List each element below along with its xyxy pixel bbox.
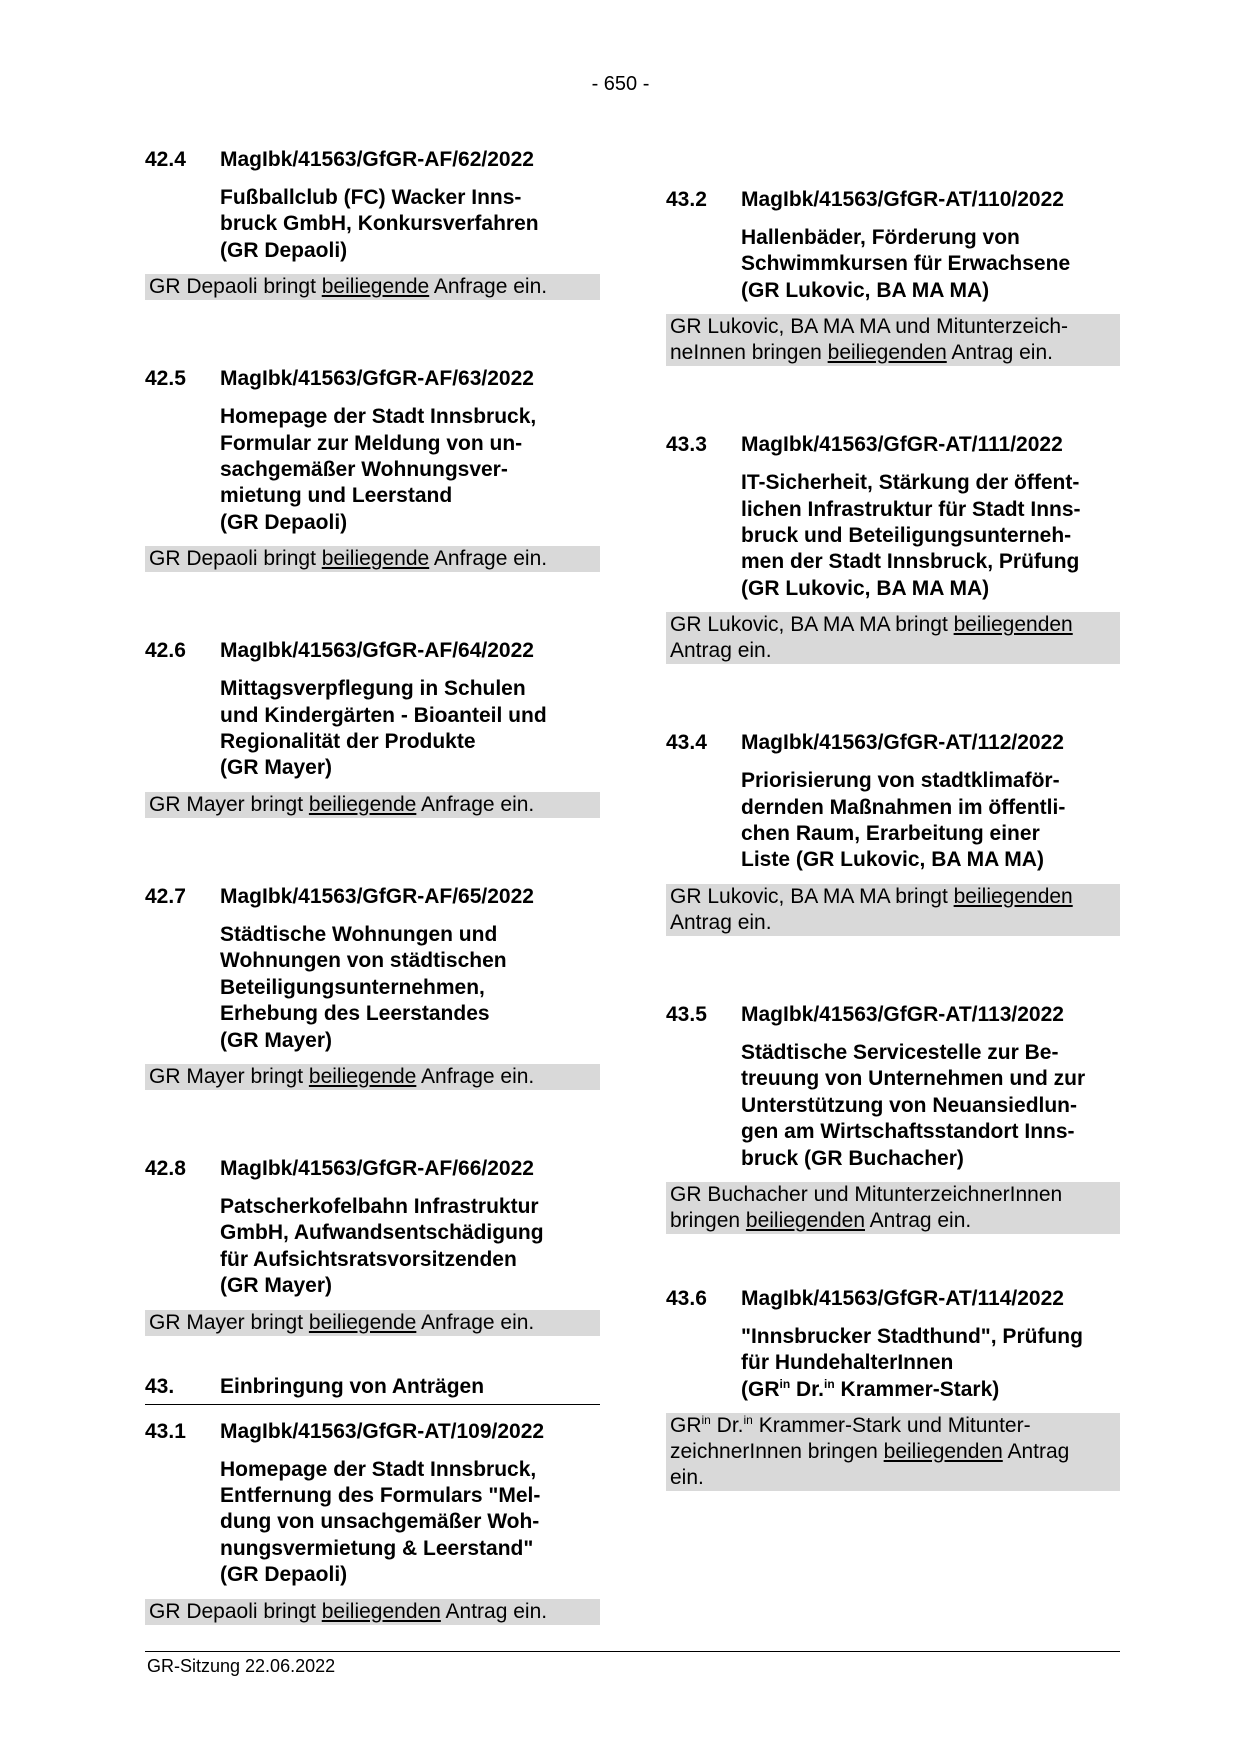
item-title: Städtische Servicestelle zur Be- treuung von Unternehmen und zur Unterstützung von Neuansiedlun- gen am Wirtschaftsstandort Inns- bruck (GR Buchacher) (741, 1040, 1086, 1170)
item-number: 42.6 (145, 639, 186, 663)
item-code: MagIbk/41563/GfGR-AT/111/2022 (741, 433, 1063, 457)
attachment-link[interactable]: beiliegenden (827, 341, 947, 365)
item-title: Patscherkofelbahn Infrastruktur GmbH, Aufwandsentschädigung für Aufsichtsratsvorsitzenden (GR Mayer) (220, 1194, 544, 1298)
attachment-link[interactable]: beiliegenden (883, 1440, 1003, 1464)
footer-divider (145, 1651, 1120, 1652)
item-title: Homepage der Stadt Innsbruck, Formular zur Meldung von un- sachgemäßer Wohnungsver- mietung und Leerstand (GR Depaoli) (220, 405, 537, 534)
section-number: 43. (145, 1374, 175, 1398)
agenda-item-43-3 (666, 432, 1120, 664)
item-title: Priorisierung von stadtklimaför- dernden Maßnahmen im öffentli- chen Raum, Erarbeitung einer Liste (GR Lukovic, BA MA MA) (741, 769, 1066, 872)
item-note: GR Buchacher und MitunterzeichnerInnen bringen beiliegenden Antrag ein. (666, 1182, 1120, 1234)
item-code: MagIbk/41563/GfGR-AT/114/2022 (741, 1286, 1064, 1310)
item-note: GR Depaoli bringt beiliegende Anfrage ein. (145, 274, 600, 300)
item-title: Mittagsverpflegung in Schulen und Kindergärten - Bioanteil und Regionalität der Produkte (GR Mayer) (220, 677, 547, 780)
item-code: MagIbk/41563/GfGR-AF/65/2022 (220, 884, 534, 908)
item-title: Hallenbäder, Förderung von Schwimmkursen für Erwachsene (GR Lukovic, BA MA MA) (741, 226, 1071, 302)
agenda-item-43-2 (666, 187, 1120, 366)
agenda-item-43-4 (666, 730, 1120, 936)
agenda-item-42-6 (145, 638, 600, 818)
item-title: Homepage der Stadt Innsbruck, Entfernung des Formulars "Mel- dung von unsachgemäßer Woh- nungsvermietung & Leerstand" (GR Depaoli) (220, 1457, 541, 1587)
attachment-link[interactable]: beiliegenden (953, 613, 1073, 637)
agenda-item-42-5 (145, 366, 600, 572)
item-title: Fußballclub (FC) Wacker Inns- bruck GmbH, Konkursverfahren (GR Depaoli) (220, 186, 539, 262)
item-number: 43.3 (666, 433, 707, 457)
agenda-item-42-8 (145, 1156, 600, 1336)
left-column (145, 147, 600, 1625)
footer-session-date: GR-Sitzung 22.06.2022 (147, 1656, 336, 1676)
item-number: 42.7 (145, 884, 186, 908)
item-number: 42.8 (145, 1156, 186, 1180)
item-code: MagIbk/41563/GfGR-AF/64/2022 (220, 639, 534, 663)
agenda-item-42-4 (145, 147, 600, 300)
item-code: MagIbk/41563/GfGR-AT/113/2022 (741, 1002, 1064, 1026)
item-number: 43.6 (666, 1286, 707, 1310)
item-code: MagIbk/41563/GfGR-AF/63/2022 (220, 367, 534, 391)
attachment-link[interactable]: beiliegende (308, 1310, 417, 1334)
agenda-item-43-5 (666, 1002, 1120, 1234)
attachment-link[interactable]: beiliegende (308, 1064, 417, 1088)
item-title: Städtische Wohnungen und Wohnungen von städtischen Beteiligungsunternehmen, Erhebung des Leerstandes (GR Mayer) (220, 922, 507, 1052)
item-note: GR Depaoli bringt beiliegende Anfrage ein. (145, 546, 600, 572)
item-code: MagIbk/41563/GfGR-AT/109/2022 (220, 1419, 545, 1443)
item-number: 42.5 (145, 367, 186, 391)
attachment-link[interactable]: beiliegenden (953, 884, 1073, 908)
right-column (666, 187, 1120, 1491)
agenda-item-42-7 (145, 884, 600, 1090)
item-note: $GR^{in}$ Dr.$^{in}$ Krammer-Stark und Mitunter- zeichnerInnen bringen beiliegenden Antrag ein. (666, 1413, 1120, 1491)
agenda-item-43-6 (666, 1286, 1120, 1491)
item-number: 43.5 (666, 1002, 707, 1026)
item-number: 43.4 (666, 731, 707, 755)
page-number: - 650 - (591, 73, 650, 95)
attachment-link[interactable]: beiliegenden (321, 1599, 441, 1623)
section-title: Einbringung von Anträgen (220, 1374, 485, 1398)
attachment-link[interactable]: beiliegenden (745, 1208, 865, 1232)
item-code: MagIbk/41563/GfGR-AF/62/2022 (220, 148, 534, 171)
attachment-link[interactable]: beiliegende (308, 792, 417, 816)
item-note: GR Lukovic, BA MA MA bringt beiliegenden Antrag ein. (666, 884, 1120, 936)
item-note: GR Lukovic, BA MA MA bringt beiliegenden Antrag ein. (666, 612, 1120, 664)
item-note: GR Mayer bringt beiliegende Anfrage ein. (145, 1310, 600, 1336)
item-note: GR Depaoli bringt beiliegenden Antrag ein. (145, 1599, 600, 1625)
attachment-link[interactable]: beiliegende (321, 275, 430, 299)
item-note: GR Lukovic, BA MA MA und Mitunterzeich- neInnen bringen beiliegenden Antrag ein. (666, 314, 1120, 366)
item-number: 43.1 (145, 1419, 186, 1443)
item-title: "Innsbrucker Stadthund", Prüfung für HundehalterInnen ($GR^{in}$ Dr.$^{in}$ Krammer-Stark) (741, 1324, 1083, 1401)
item-code: MagIbk/41563/GfGR-AF/66/2022 (220, 1156, 534, 1180)
attachment-link[interactable]: beiliegende (321, 547, 430, 571)
item-code: MagIbk/41563/GfGR-AT/110/2022 (741, 188, 1064, 211)
item-note: GR Mayer bringt beiliegende Anfrage ein. (145, 1064, 600, 1090)
item-number: 42.4 (145, 148, 186, 171)
section-heading-43 (145, 1374, 600, 1405)
item-title: IT-Sicherheit, Stärkung der öffent- lichen Infrastruktur für Stadt Inns- bruck und Beteiligungsunterneh- men der Stadt Innsbruck, Prüfung (GR Lukovic, BA MA MA) (741, 471, 1081, 600)
item-code: MagIbk/41563/GfGR-AT/112/2022 (741, 731, 1064, 755)
item-note: GR Mayer bringt beiliegende Anfrage ein. (145, 792, 600, 818)
item-number: 43.2 (666, 188, 707, 211)
agenda-item-43-1 (145, 1419, 600, 1625)
